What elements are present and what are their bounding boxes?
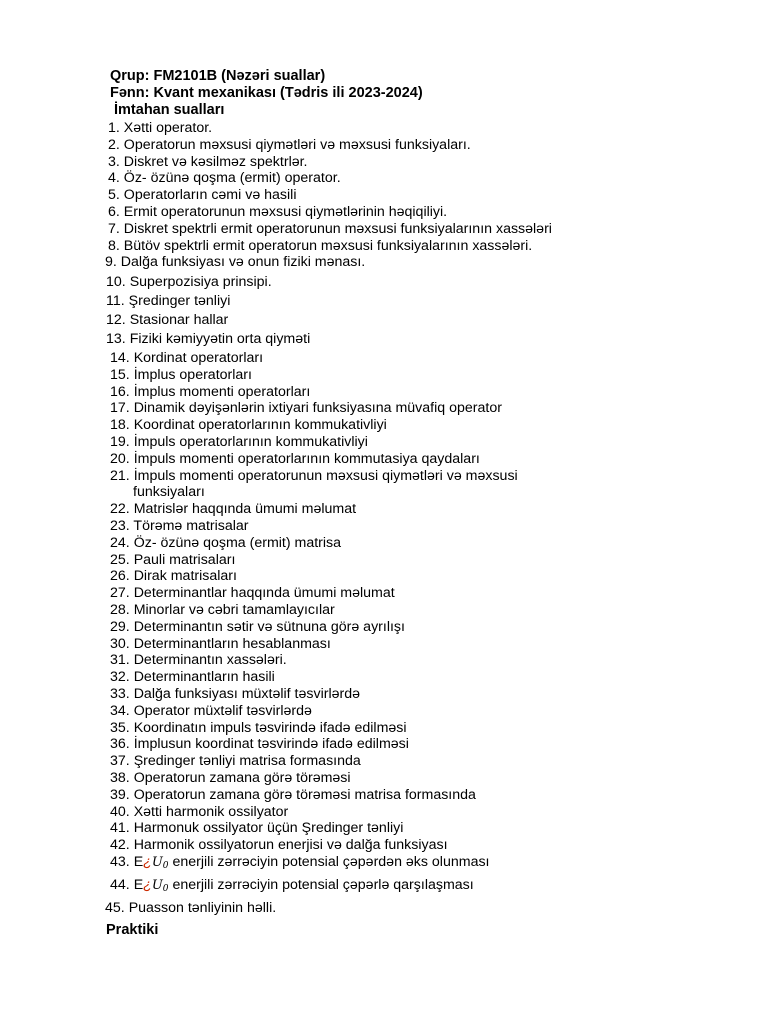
question-text: İmpuls momenti operatorlarının kommutasiya qaydaları [133,450,480,467]
question-number: 36. [110,736,130,753]
question-item [0,293,768,310]
question-item [0,770,768,787]
question-item [0,331,768,348]
question-text: Operator müxtəlif təsvirlərdə [133,702,312,719]
potential-symbol: U [151,878,163,894]
question-item [0,652,768,669]
question-text: Dalğa funksiyası müxtəlif təsvirlərdə [133,685,360,702]
question-text: Öz- özünə qoşma (ermit) operator. [123,170,341,187]
question-number: 15. [110,366,130,383]
practical-heading: Praktiki [106,922,159,938]
question-list [0,120,768,917]
question-number: 4. [108,170,120,187]
potential-subscript: 0 [162,884,169,895]
comparison-symbol: ¿ [143,877,152,894]
question-number: 1. [108,120,120,136]
question-number: 45. [105,900,125,917]
question-item [0,585,768,602]
question-text: Bütöv spektrli ermit operatorun məxsusi funksiyalarının xassələri. [123,237,533,254]
question-text: Harmonuk ossilyator üçün Şredinger tənliyi [133,820,404,837]
question-item [0,720,768,737]
question-text: Kordinat operatorları [133,350,264,367]
question-item [0,238,768,255]
question-item [0,669,768,686]
question-text: Ermit operatorunun məxsusi qiymətlərinin həqiqiliyi. [123,203,448,220]
question-number: 42. [110,837,130,854]
question-item [0,501,768,518]
potential-subscript: 0 [162,860,169,871]
question-text: Dirak matrisaları [133,568,237,585]
question-item [0,900,768,917]
question-item [0,703,768,720]
question-number: 22. [110,501,130,518]
question-text: Öz- özünə qoşma (ermit) matrisa [133,534,342,551]
question-number: 5. [108,187,120,204]
question-item [0,568,768,585]
question-text: Puasson tənliyinin həlli. [128,900,277,917]
question-item [0,636,768,653]
question-item [0,417,768,434]
question-item [0,804,768,821]
question-number: 33. [110,685,130,702]
question-number: 32. [110,669,130,686]
question-text: İmpuls operatorlarının kommukativliyi [133,434,368,451]
question-text: İmpuls momenti operatorunun məxsusi qiymətləri və məxsusi [133,467,518,484]
question-text: Operatorun zamana görə törəməsi matrisa formasında [133,786,476,803]
question-item [0,552,768,569]
question-number: 30. [110,635,130,652]
question-text: Stasionar hallar [129,311,229,328]
question-number: 43. [110,853,130,870]
question-item [0,170,768,187]
question-item [0,254,768,271]
question-item [0,367,768,384]
question-item [0,535,768,552]
question-item [0,350,768,367]
question-text: İmplusun koordinat təsvirində ifadə edilməsi [133,736,409,753]
question-item [0,451,768,468]
question-item [0,221,768,238]
question-item [0,187,768,204]
question-number: 9. [105,254,117,271]
question-item [0,686,768,703]
question-number: 24. [110,534,130,551]
question-text: Operatorun zamana görə törəməsi [133,769,351,786]
question-number: 31. [110,652,130,669]
question-number: 39. [110,786,130,803]
energy-symbol: E [133,853,144,870]
question-text: Determinantların hesablanması [133,635,331,652]
question-number: 23. [110,518,130,535]
question-text: enerjili zərrəciyin potensial çəpərlə qarşılaşması [168,877,474,894]
question-text: enerjili zərrəciyin potensial çəpərdən əks olunması [168,853,490,870]
question-number: 37. [110,753,130,770]
question-number: 35. [110,719,130,736]
question-number: 18. [110,417,130,434]
question-number: 10. [106,273,126,290]
question-number: 13. [106,330,126,347]
question-item [0,468,768,502]
question-item [0,619,768,636]
question-number: 16. [110,383,130,400]
question-text: Dinamik dəyişənlərin ixtiyari funksiyasına müvafiq operator [133,400,502,417]
subject-title: Fənn: Kvant mexanikası (Tədris ili 2023-2024) [110,85,423,101]
energy-symbol: E [133,877,144,894]
question-number: 25. [110,551,130,568]
question-number: 29. [110,618,130,635]
question-item [0,602,768,619]
potential-symbol: U [151,854,163,870]
question-item [0,204,768,221]
question-number: 8. [108,237,120,254]
question-number: 7. [108,220,120,237]
question-number: 38. [110,769,130,786]
question-text: Şredinger tənliyi matrisa formasında [133,753,361,770]
question-number: 17. [110,400,130,417]
comparison-symbol: ¿ [143,853,152,870]
question-number: 28. [110,602,130,618]
question-number: 27. [110,585,130,602]
question-text: Şredinger tənliyi [128,292,231,309]
question-text: Matrislər haqqında ümumi məlumat [133,501,357,518]
question-text: Harmonik ossilyatorun enerjisi və dalğa funksiyası [133,837,448,854]
question-text: Dalğa funksiyası və onun fiziki mənası. [120,254,366,271]
question-number: 41. [110,820,130,837]
question-number: 40. [110,803,130,820]
question-text: Determinantın sətir və sütnuna görə ayrılışı [133,618,405,635]
question-text: Xətti operator. [123,120,213,136]
question-text: Diskret spektrli ermit operatorunun məxsusi funksiyalarının xassələri [123,220,552,237]
question-item [0,837,768,854]
question-text: Minorlar və cəbri tamamlayıcılar [133,602,335,618]
question-number: 14. [110,350,130,367]
question-text: Koordinat operatorlarının kommukativliyi [133,417,387,434]
question-text: Diskret və kəsilməz spektrlər. [123,153,308,170]
question-item [0,274,768,291]
question-item [0,854,768,875]
question-number: 3. [108,153,120,170]
question-text: Xətti harmonik ossilyator [133,803,289,820]
question-number: 26. [110,568,130,585]
group-title: Qrup: FM2101B (Nəzəri suallar) [110,68,326,84]
question-item [0,820,768,837]
question-item [0,787,768,804]
question-item [0,384,768,401]
question-text: Operatorların cəmi və hasili [123,187,297,204]
question-number: 6. [108,203,120,220]
question-number: 20. [110,450,130,467]
question-item [0,434,768,451]
question-item [0,736,768,753]
question-text: Koordinatın impuls təsvirində ifadə edilməsi [133,719,407,736]
question-text: Fiziki kəmiyyətin orta qiyməti [129,330,311,347]
question-item [0,518,768,535]
question-number: 19. [110,434,130,451]
question-text: Törəmə matrisalar [133,518,249,535]
question-item [0,400,768,417]
question-text: İmplus momenti operatorları [133,383,311,400]
question-text: İmplus operatorları [133,366,252,383]
question-item [0,137,768,154]
question-item [0,753,768,770]
question-text: Determinantlar haqqında ümumi məlumat [133,585,395,602]
question-text: Superpozisiya prinsipi. [129,273,272,290]
question-item [0,154,768,171]
question-text-continuation: funksiyaları [133,484,205,501]
question-item [0,120,768,137]
question-text: Pauli matrisaları [133,551,236,568]
question-text: Determinantların hasili [133,669,275,686]
question-number: 34. [110,702,130,719]
question-number: 11. [106,292,125,309]
question-item [0,877,768,898]
question-number: 44. [110,877,130,894]
question-number: 21. [110,467,130,484]
question-number: 2. [108,136,120,153]
question-number: 12. [106,311,126,328]
section-title: İmtahan sualları [114,102,225,118]
question-text: Determinantın xassələri. [133,652,287,669]
question-item [0,312,768,329]
question-text: Operatorun məxsusi qiymətləri və məxsusi funksiyaları. [123,136,471,153]
document-header [110,68,423,119]
